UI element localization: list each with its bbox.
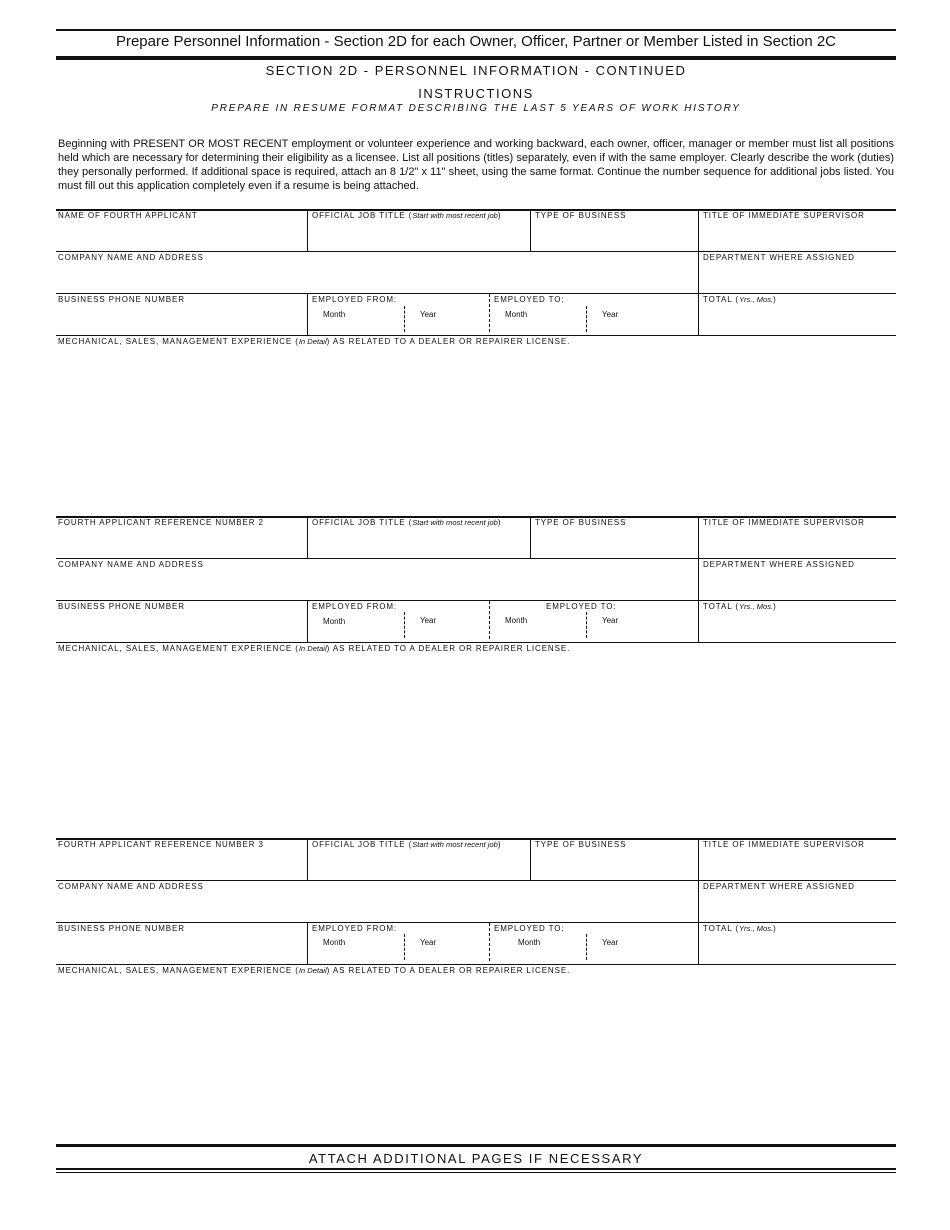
employed-to-label: EMPLOYED TO:: [494, 295, 565, 304]
row-rule: [56, 558, 896, 559]
to-year-field[interactable]: Year: [602, 616, 619, 625]
instructions-paragraph: Beginning with PRESENT OR MOST RECENT employment or volunteer experience and working backward, each owner, officer, manager or member must list all positions held which are necessary for determining their eligibility as a licensee. List all positions (titles) separately, even if with the same employer. Clearly describe the work (duties) they personally performed. If additional space is required, attach an 8 1/2" x 11" sheet, using the same format. Continue the number sequence for additional jobs listed. You must fill out this application completely even if a resume is being attached.: [58, 138, 894, 192]
to-year-field[interactable]: Year: [602, 310, 619, 319]
from-month-field[interactable]: Month: [323, 310, 346, 319]
company-address-field[interactable]: COMPANY NAME AND ADDRESS: [58, 560, 204, 569]
to-month-field[interactable]: Month: [505, 310, 528, 319]
footer-note: ATTACH ADDITIONAL PAGES IF NECESSARY: [308, 1151, 644, 1166]
from-month-field[interactable]: Month: [323, 938, 346, 947]
supervisor-title-field[interactable]: TITLE OF IMMEDIATE SUPERVISOR: [703, 518, 865, 527]
to-month-field[interactable]: Month: [518, 938, 541, 947]
footer-rule-bottom: [56, 1168, 896, 1170]
business-phone-field[interactable]: BUSINESS PHONE NUMBER: [58, 602, 185, 611]
from-month-field[interactable]: Month: [323, 617, 346, 626]
job-title-field[interactable]: OFFICIAL JOB TITLE (Start with most recent job): [312, 518, 502, 527]
to-year-field[interactable]: Year: [602, 938, 619, 947]
department-field[interactable]: DEPARTMENT WHERE ASSIGNED: [703, 253, 855, 262]
row-rule: [56, 335, 896, 336]
business-type-field[interactable]: TYPE OF BUSINESS: [535, 518, 627, 527]
row-rule: [56, 600, 896, 601]
employed-to-label: EMPLOYED TO:: [494, 924, 565, 933]
supervisor-title-field[interactable]: TITLE OF IMMEDIATE SUPERVISOR: [703, 840, 865, 849]
business-phone-field[interactable]: BUSINESS PHONE NUMBER: [58, 924, 185, 933]
row-rule: [56, 922, 896, 923]
employed-from-label: EMPLOYED FROM:: [312, 602, 398, 611]
department-field[interactable]: DEPARTMENT WHERE ASSIGNED: [703, 882, 855, 891]
business-type-field[interactable]: TYPE OF BUSINESS: [535, 840, 627, 849]
total-field[interactable]: TOTAL (Yrs., Mos.): [703, 295, 777, 304]
instructions-subtitle: PREPARE IN RESUME FORMAT DESCRIBING THE LAST 5 YEARS OF WORK HISTORY: [211, 103, 741, 114]
department-field[interactable]: DEPARTMENT WHERE ASSIGNED: [703, 560, 855, 569]
supervisor-title-field[interactable]: TITLE OF IMMEDIATE SUPERVISOR: [703, 211, 865, 220]
business-phone-field[interactable]: BUSINESS PHONE NUMBER: [58, 295, 185, 304]
company-address-field[interactable]: COMPANY NAME AND ADDRESS: [58, 882, 204, 891]
footer-rule-top: [56, 1144, 896, 1147]
business-type-field[interactable]: TYPE OF BUSINESS: [535, 211, 627, 220]
job-title-field[interactable]: OFFICIAL JOB TITLE (Start with most recent job): [312, 840, 502, 849]
row-rule: [56, 964, 896, 965]
total-field[interactable]: TOTAL (Yrs., Mos.): [703, 602, 777, 611]
from-year-field[interactable]: Year: [420, 938, 437, 947]
row-rule: [56, 642, 896, 643]
from-year-field[interactable]: Year: [420, 616, 437, 625]
row-rule: [56, 293, 896, 294]
instructions-title: INSTRUCTIONS: [418, 86, 534, 101]
page-banner: Prepare Personnel Information - Section 2D for each Owner, Officer, Partner or Member Listed in Section 2C: [115, 33, 837, 50]
row-rule: [56, 251, 896, 252]
applicant-name-field[interactable]: NAME OF FOURTH APPLICANT: [58, 211, 198, 220]
applicant-name-field[interactable]: FOURTH APPLICANT REFERENCE NUMBER 3: [58, 840, 264, 849]
footer-rule-bottom-2: [56, 1172, 896, 1173]
top-rule: [56, 29, 896, 31]
total-field[interactable]: TOTAL (Yrs., Mos.): [703, 924, 777, 933]
experience-field[interactable]: MECHANICAL, SALES, MANAGEMENT EXPERIENCE (In Detail) AS RELATED TO A DEALER OR REPAIRER LICENSE.: [58, 337, 571, 346]
banner-rule: [56, 56, 896, 60]
experience-field[interactable]: MECHANICAL, SALES, MANAGEMENT EXPERIENCE (In Detail) AS RELATED TO A DEALER OR REPAIRER LICENSE.: [58, 644, 571, 653]
employed-from-label: EMPLOYED FROM:: [312, 924, 398, 933]
experience-field[interactable]: MECHANICAL, SALES, MANAGEMENT EXPERIENCE (In Detail) AS RELATED TO A DEALER OR REPAIRER LICENSE.: [58, 966, 571, 975]
company-address-field[interactable]: COMPANY NAME AND ADDRESS: [58, 253, 204, 262]
employed-to-label: EMPLOYED TO:: [546, 602, 617, 611]
from-year-field[interactable]: Year: [420, 310, 437, 319]
employed-from-label: EMPLOYED FROM:: [312, 295, 398, 304]
applicant-name-field[interactable]: FOURTH APPLICANT REFERENCE NUMBER 2: [58, 518, 264, 527]
row-rule: [56, 880, 896, 881]
to-month-field[interactable]: Month: [505, 616, 528, 625]
section-title: SECTION 2D - PERSONNEL INFORMATION - CONTINUED: [265, 63, 687, 78]
job-title-field[interactable]: OFFICIAL JOB TITLE (Start with most recent job): [312, 211, 502, 220]
